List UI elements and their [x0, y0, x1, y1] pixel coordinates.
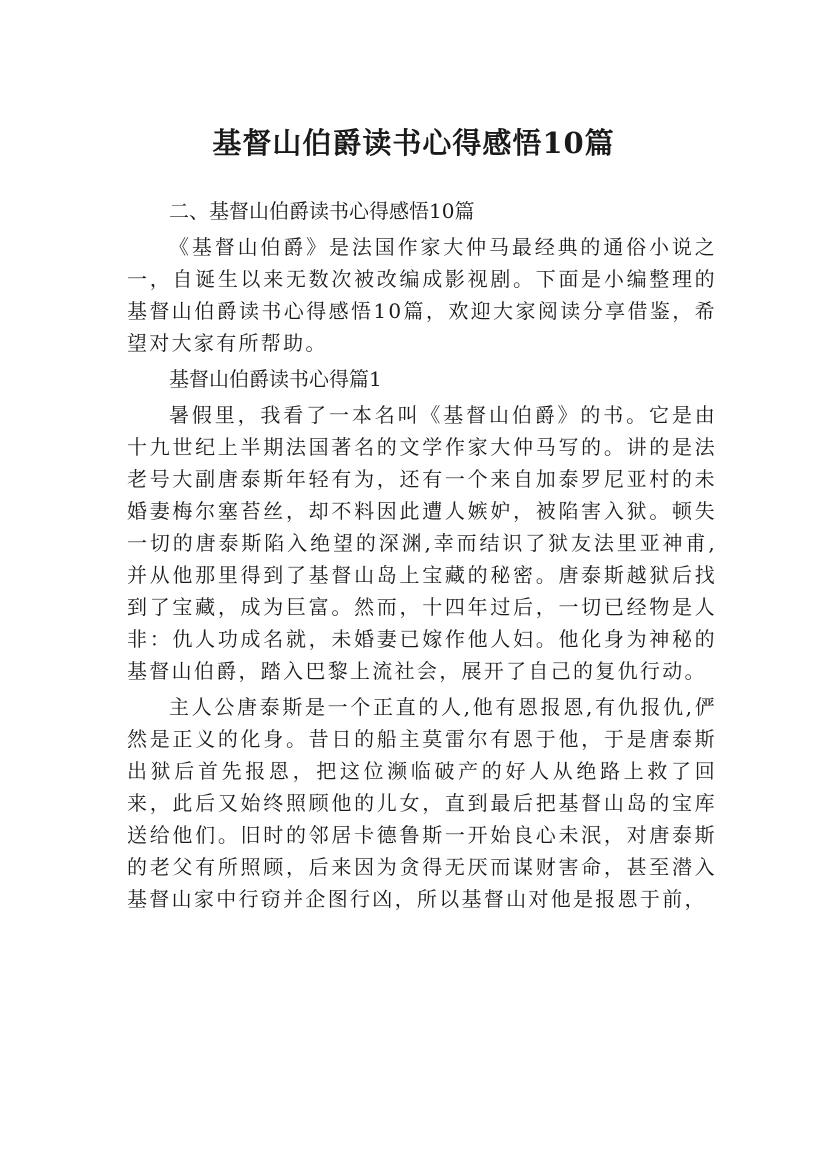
- document-title: 基督山伯爵读书心得感悟10篇: [212, 126, 615, 161]
- intro-paragraph: 《基督山伯爵》是法国作家大仲马最经典的通俗小说之一，自诞生以来无数次被改编成影视剧。下面是小编整理的基督山伯爵读书心得感悟10篇，欢迎大家阅读分享借鉴，希望对大家有所帮助。: [127, 235, 717, 355]
- subheading: 基督山伯爵读书心得篇1: [169, 367, 382, 391]
- section-heading: 二、基督山伯爵读书心得感悟10篇: [169, 199, 475, 223]
- document-body: [127, 195, 717, 915]
- body-paragraph-2: 主人公唐泰斯是一个正直的人,他有恩报恩,有仇报仇,俨然是正义的化身。昔日的船主莫雷尔有恩于他，于是唐泰斯出狱后首先报恩，把这位濒临破产的好人从绝路上救了回来，此后又始终照顾他的儿女，直到最后把基督山岛的宝库送给他们。旧时的邻居卡德鲁斯一开始良心未泯，对唐泰斯的老父有所照顾，后来因为贪得无厌而谋财害命，甚至潜入基督山家中行窃并企图行凶，所以基督山对他是报恩于前，: [127, 695, 717, 911]
- body-paragraph-1: 暑假里，我看了一本名叫《基督山伯爵》的书。它是由十九世纪上半期法国著名的文学作家大仲马写的。讲的是法老号大副唐泰斯年轻有为，还有一个来自加泰罗尼亚村的未婚妻梅尔塞苔丝，却不料因此遭人嫉妒，被陷害入狱。顿失一切的唐泰斯陷入绝望的深渊,幸而结识了狱友法里亚神甫,并从他那里得到了基督山岛上宝藏的秘密。唐泰斯越狱后找到了宝藏，成为巨富。然而，十四年过后，一切已经物是人非：仇人功成名就，未婚妻已嫁作他人妇。他化身为神秘的基督山伯爵，踏入巴黎上流社会，展开了自己的复仇行动。: [127, 403, 717, 683]
